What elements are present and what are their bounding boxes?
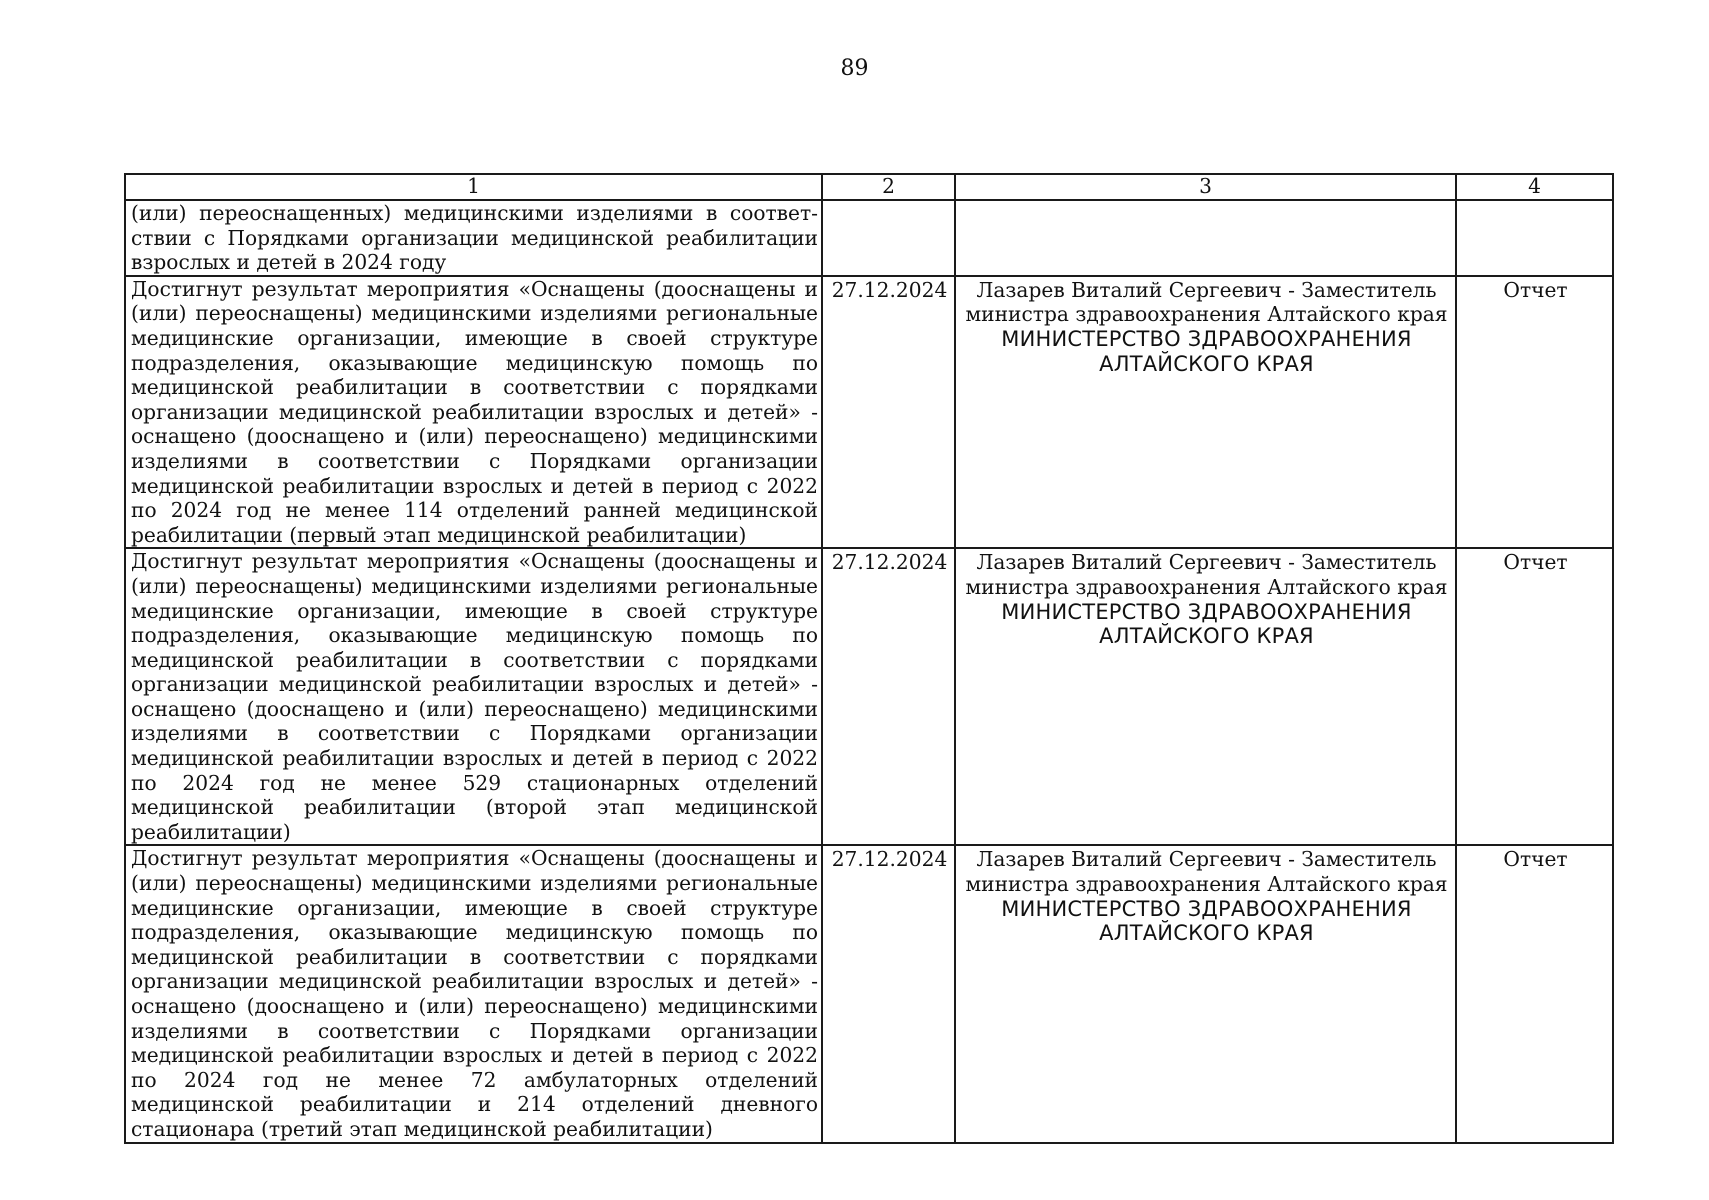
header-row — [125, 174, 1613, 200]
responsible-organization: МИНИСТЕРСТВО ЗДРАВООХРАНЕНИЯ АЛТАЙСКОГО КРАЯ — [1001, 326, 1412, 376]
date-cell — [822, 845, 955, 1142]
result-text: Достигнут результат мероприятия «Оснащены (дооснащены и (или) переоснащены) медицинскими изделиями региональные медицинские организации, имеющие в своей структуре подразделения, оказывающие медицинскую помощь по медицинской реабилитации в соответствии с порядками организации медицинской реабилитации взрослых и детей» - оснащено (дооснащено и (или) переоснащено) медицинскими изделиями в соответствии с Порядками организации медицинской реабилитации взрослых и детей в период с 2022 по 2024 год не менее 114 отделений ранней медицинской реабилитации (первый этап медицинской реабилитации) — [131, 276, 818, 547]
responsible-organization: МИНИСТЕРСТВО ЗДРАВООХРАНЕНИЯ АЛТАЙСКОГО КРАЯ — [1001, 896, 1412, 946]
table-row — [125, 548, 1613, 845]
document-type — [1462, 201, 1609, 202]
result-text: Достигнут результат мероприятия «Оснащены (дооснащены и (или) переоснащены) медицинскими изделиями региональные медицинские организации, имеющие в своей структуре подразделения, оказывающие медицинскую помощь по медицинской реабилитации в соответствии с порядками организации медицинской реабилитации взрослых и детей» - оснащено (дооснащено и (или) переоснащено) медицинскими изделиями в соответствии с Порядками организации медицинской реабилитации взрослых и детей в период с 2022 по 2024 год не менее 72 амбулаторных отделений медицинской реабилитации и 214 отделений дневного стационара (третий этап медицинской реабилитации) — [131, 846, 818, 1141]
page-number: 89 — [840, 56, 869, 81]
date-cell — [822, 200, 955, 276]
document-type: Отчет — [1503, 550, 1568, 575]
responsible-cell — [955, 200, 1456, 276]
header-col-2: 2 — [822, 174, 955, 200]
result-cell — [125, 548, 822, 845]
date-cell — [822, 548, 955, 845]
header-col-4: 4 — [1456, 174, 1613, 200]
header-col-3: 3 — [955, 174, 1456, 200]
date-cell — [822, 276, 955, 549]
date-text: 27.12.2024 — [831, 277, 948, 302]
date-text: 27.12.2024 — [831, 847, 948, 872]
responsible-block — [961, 277, 1452, 376]
document-type: Отчет — [1503, 277, 1568, 302]
responsible-cell — [955, 548, 1456, 845]
table-row — [125, 845, 1613, 1142]
date-text: 27.12.2024 — [831, 550, 948, 575]
table-header — [125, 174, 1613, 200]
responsible-organization: МИНИСТЕРСТВО ЗДРАВООХРАНЕНИЯ АЛТАЙСКОГО КРАЯ — [1001, 599, 1412, 649]
date-text — [828, 201, 951, 202]
document-cell — [1456, 548, 1613, 845]
responsible-block — [961, 201, 1452, 202]
responsible-block — [961, 549, 1452, 648]
result-cell — [125, 845, 822, 1142]
document-cell — [1456, 200, 1613, 276]
result-cell — [125, 200, 822, 276]
document-cell — [1456, 845, 1613, 1142]
result-text: (или) переоснащенных) медицинскими изделиями в соответствии с Порядками организации медицинской реабилитации взрослых и детей в 2024 году — [131, 201, 818, 275]
table-body — [125, 200, 1613, 1143]
document-type: Отчет — [1503, 847, 1568, 872]
responsible-cell — [955, 276, 1456, 549]
header-col-1: 1 — [125, 174, 822, 200]
result-text: Достигнут результат мероприятия «Оснащены (дооснащены и (или) переоснащены) медицинскими изделиями региональные медицинские организации, имеющие в своей структуре подразделения, оказывающие медицинскую помощь по медицинской реабилитации в соответствии с порядками организации медицинской реабилитации взрослых и детей» - оснащено (дооснащено и (или) переоснащено) медицинскими изделиями в соответствии с Порядками организации медицинской реабилитации взрослых и детей в период с 2022 по 2024 год не менее 529 стационарных отделений медицинской реабилитации (второй этап медицинской реабилитации) — [131, 549, 818, 844]
result-cell — [125, 276, 822, 549]
responsible-block — [961, 846, 1452, 945]
responsible-person: Лазарев Виталий Сергеевич - Заместитель министра здравоохранения Алтайского края — [965, 847, 1448, 897]
responsible-cell — [955, 845, 1456, 1142]
document-cell — [1456, 276, 1613, 549]
responsible-person: Лазарев Виталий Сергеевич - Заместитель министра здравоохранения Алтайского края — [965, 277, 1448, 327]
results-table — [124, 173, 1614, 1144]
table-row — [125, 200, 1613, 276]
responsible-person: Лазарев Виталий Сергеевич - Заместитель министра здравоохранения Алтайского края — [965, 550, 1448, 599]
table-row — [125, 276, 1613, 549]
